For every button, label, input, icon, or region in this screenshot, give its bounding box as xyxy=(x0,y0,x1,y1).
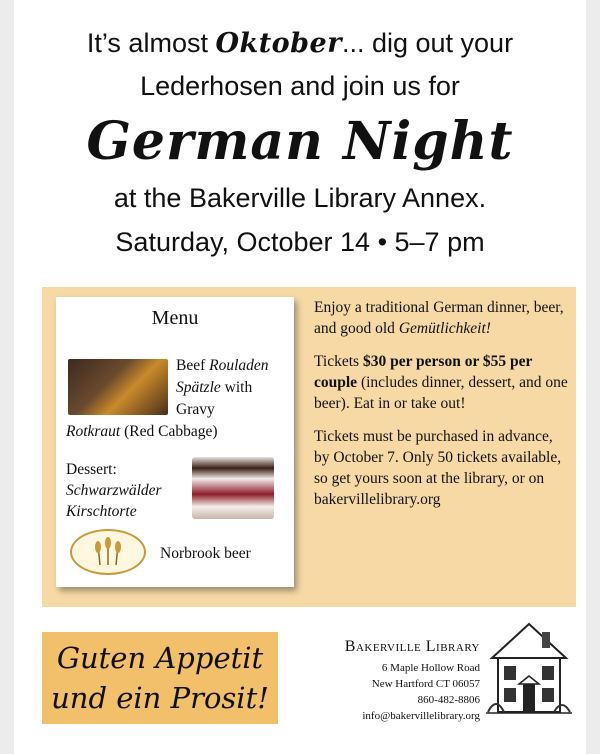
event-date: Saturday, October 14 • 5–7 pm xyxy=(115,227,485,257)
library-email: info@bakervillelibrary.org xyxy=(362,710,480,722)
menu-item-spaetzle-b: with xyxy=(220,379,253,396)
header xyxy=(14,22,586,263)
menu-item-rotkraut-b: (Red Cabbage) xyxy=(120,423,218,440)
greeting-line-2: und ein Prosit! xyxy=(51,681,269,715)
dessert-label: Dessert: xyxy=(66,461,117,478)
header-line-1-post: ... dig out your xyxy=(341,28,514,58)
menu-item-beer: Norbrook beer xyxy=(160,545,251,562)
details-p2-a: Tickets xyxy=(314,353,363,370)
rouladen-photo xyxy=(68,359,168,415)
library-contact xyxy=(314,636,480,724)
menu-card xyxy=(56,297,294,587)
header-line-2: Lederhosen and join us for xyxy=(140,71,460,101)
header-line-3: at the Bakerville Library Annex. xyxy=(113,183,487,213)
menu-title: Menu xyxy=(151,307,199,329)
details-paragraph-3: Tickets must be purchased in advance, by October 7. Only 50 tickets available, so get yours soon at the library, or on bakervillelibrary.org xyxy=(314,428,562,508)
wheat-icon xyxy=(72,531,144,573)
event-details xyxy=(314,297,572,522)
greeting-box xyxy=(42,632,278,724)
header-line-1-pre: It’s almost xyxy=(86,28,216,58)
details-p2-c: (includes dinner, dessert, and one beer). Eat in or take out! xyxy=(314,374,568,412)
brewery-logo xyxy=(70,529,146,575)
menu-item-spaetzle xyxy=(176,377,252,398)
library-phone: 860-482-8806 xyxy=(417,694,480,706)
details-p1-b: Gemütlichkeit! xyxy=(398,320,491,337)
menu-item-rouladen xyxy=(176,355,269,376)
menu-item-rouladen-a: Beef xyxy=(176,357,210,374)
menu-item-spaetzle-a: Spätzle xyxy=(176,379,221,396)
header-line-1 xyxy=(14,22,586,65)
details-p1-a: Enjoy a traditional German dinner, beer, and good old xyxy=(314,299,564,337)
menu-item-gravy: Gravy xyxy=(176,401,215,418)
dessert-name-2: Kirschtorte xyxy=(66,503,137,520)
greeting-line-1: Guten Appetit xyxy=(56,641,264,675)
info-band xyxy=(42,287,576,607)
menu-item-rotkraut-a: Rotkraut xyxy=(66,423,121,440)
cake-photo xyxy=(192,457,274,519)
library-address-1: 6 Maple Hollow Road xyxy=(381,662,480,674)
menu-item-rotkraut xyxy=(66,421,218,442)
details-paragraph-1 xyxy=(314,297,572,339)
library-address-2: New Hartford CT 06057 xyxy=(371,678,480,690)
details-paragraph-2 xyxy=(314,351,572,414)
menu-item-rouladen-b: Rouladen xyxy=(209,357,269,374)
flyer-sheet xyxy=(14,0,586,754)
library-house-icon xyxy=(486,612,572,720)
event-title: German Night xyxy=(86,111,514,172)
ticket-prices: $30 per person or $55 per couple xyxy=(314,353,533,391)
dessert-name-1: Schwarzwälder xyxy=(66,482,162,499)
library-name: Bakerville Library xyxy=(344,638,480,655)
oktober-word: Oktober xyxy=(215,28,342,59)
